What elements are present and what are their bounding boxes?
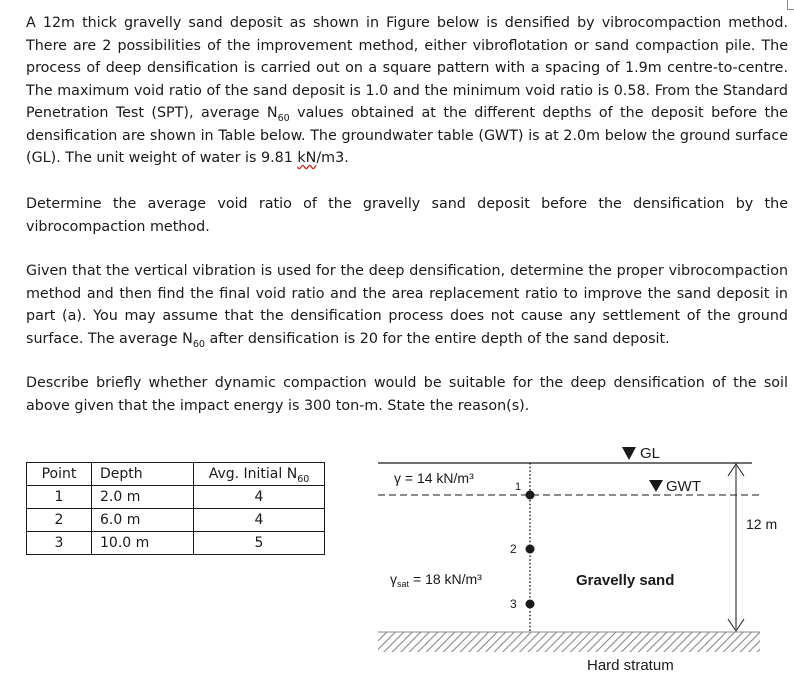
spt-point-1: [526, 491, 535, 500]
gamma-label: γ = 14 kN/m³: [394, 470, 474, 486]
hard-stratum-hatch: [378, 632, 760, 652]
question-c: Describe briefly whether dynamic compaction would be suitable for the deep densification of the soil above given that the impact energy is 300 ton-m. State the reason(s).: [26, 375, 788, 414]
gwt-label: GWT: [666, 478, 701, 495]
cell-n60: 5: [194, 532, 325, 555]
table-row: [27, 532, 325, 555]
gamma-sat-label: $\gamma_{sat} = 18$ kN/m³: [390, 571, 482, 589]
cell-point: 1: [27, 486, 92, 509]
spt-table: [26, 462, 325, 555]
spt-point-2-label: 2: [510, 542, 517, 556]
spt-point-3: [526, 600, 535, 609]
stratum-label: Hard stratum: [587, 657, 674, 674]
table-row: [27, 486, 325, 509]
thickness-label: 12 m: [746, 516, 778, 532]
header-point: Point: [27, 463, 92, 486]
gl-label: GL: [640, 445, 661, 462]
cell-point: 3: [27, 532, 92, 555]
cell-point: 2: [27, 509, 92, 532]
page-corner-mark: [787, 0, 794, 10]
gl-marker-icon: [622, 447, 636, 460]
cell-n60: 4: [194, 486, 325, 509]
cell-depth: 6.0 m: [92, 509, 194, 532]
problem-statement: A 12m thick gravelly sand deposit as shown in Figure below is densified by vibrocompaction method. There are 2 possibilities of the improvement method, either vibroflotation or sand compaction pile. The process of deep densification is carried out on a square pattern with a spacing of 1.9m centre-to-centre. The maximum void ratio of the sand deposit is 1.0 and the minimum void ratio is 0.58. From the Standard Penetration Test (SPT), average $N_{60}$ values obtained at the different depths of the deposit before the densification are shown in Table below. The groundwater table (GWT) is at 2.0m below the ground surface (GL). The unit weight of water is 9.81 kN/m3.: [26, 15, 788, 166]
header-depth: Depth: [92, 463, 194, 486]
spt-table-header: [27, 463, 325, 486]
spt-point-3-label: 3: [510, 597, 517, 611]
soil-profile-figure: [370, 436, 778, 676]
question-a: Determine the average void ratio of the gravelly sand deposit before the densification by the vibrocompaction method.: [26, 196, 788, 235]
spt-point-1-label: 1: [515, 481, 522, 493]
table-row: [27, 509, 325, 532]
header-n60: Avg. Initial $N_{60}$: [194, 463, 325, 486]
gwt-marker-icon: [649, 480, 663, 492]
cell-depth: 10.0 m: [92, 532, 194, 555]
soil-label: Gravelly sand: [576, 572, 675, 589]
question-b: Given that the vertical vibration is used for the deep densification, determine the proper vibrocompaction method and then find the final void ratio and the area replacement ratio to improve the sand deposit in part (a). You may assume that the densification process does not cause any settlement of the ground surface. The average $N_{60}$ after densification is 20 for the entire depth of the sand deposit.: [26, 263, 788, 350]
spellcheck-underlined-unit: kN: [297, 150, 317, 166]
cell-n60: 4: [194, 509, 325, 532]
spt-point-2: [526, 545, 535, 554]
cell-depth: 2.0 m: [92, 486, 194, 509]
